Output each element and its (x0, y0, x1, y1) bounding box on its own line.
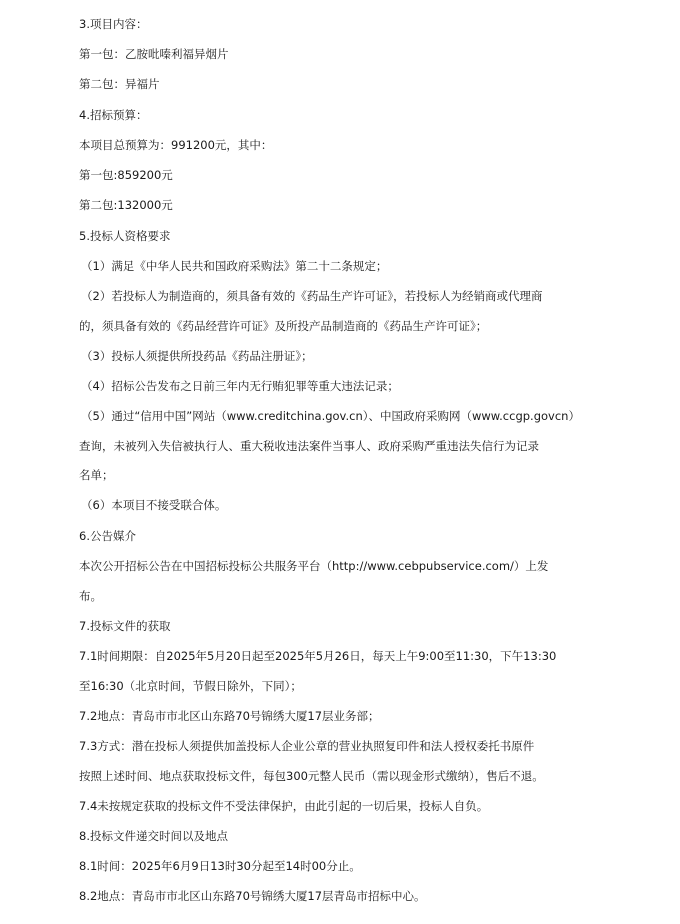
section-5-heading: 5.投标人资格要求 (79, 229, 171, 243)
package-1-content: 第一包：乙胺吡嗪利福异烟片 (79, 47, 229, 61)
requirement-5-line-2: 查询，未被列入失信被执行人、重大税收违法案件当事人、政府采购严重违法失信行为记录 (79, 439, 539, 453)
section-6-heading: 6.公告媒介 (79, 529, 136, 543)
announcement-media-line-1: 本次公开招标公告在中国招标投标公共服务平台（http://www.cebpubservice.com/）上发 (79, 559, 549, 573)
announcement-media-line-2: 布。 (79, 589, 102, 603)
section-8-heading: 8.投标文件递交时间以及地点 (79, 829, 228, 843)
requirement-6: （6）本项目不接受联合体。 (81, 498, 227, 512)
item-7-3-line-1: 7.3方式：潜在投标人须提供加盖投标人企业公章的营业执照复印件和法人授权委托书原件 (79, 739, 535, 753)
requirement-1: （1）满足《中华人民共和国政府采购法》第二十二条规定； (81, 259, 388, 273)
requirement-3: （3）投标人须提供所投药品《药品注册证》； (81, 349, 313, 363)
section-3-heading: 3.项目内容： (79, 17, 148, 31)
item-7-1-line-2: 至16:30（北京时间，节假日除外，下同）； (79, 679, 302, 693)
item-7-1-line-1: 7.1时间期限：自2025年5月20日起至2025年5月26日，每天上午9:00至11:30，下午13:30 (79, 649, 557, 663)
item-8-1: 8.1时间：2025年6月9日13时30分起至14时00分止。 (79, 859, 361, 873)
item-7-3-line-2: 按照上述时间、地点获取投标文件，每包300元整人民币（需以现金形式缴纳），售后不退。 (79, 769, 544, 783)
section-7-heading: 7.投标文件的获取 (79, 619, 171, 633)
requirement-4: （4）招标公告发布之日前三年内无行贿犯罪等重大违法记录； (81, 379, 399, 393)
item-8-2: 8.2地点：青岛市市北区山东路70号锦绣大厦17层青岛市招标中心。 (79, 889, 426, 903)
requirement-2-line-1: （2）若投标人为制造商的，须具备有效的《药品生产许可证》，若投标人为经销商或代理商 (81, 289, 543, 303)
package-1-budget: 第一包:859200元 (79, 168, 173, 182)
requirement-5-line-3: 名单； (79, 468, 114, 482)
package-2-budget: 第二包:132000元 (79, 198, 173, 212)
total-budget: 本项目总预算为：991200元，其中： (79, 138, 273, 152)
section-4-heading: 4.招标预算： (79, 108, 148, 122)
item-7-2: 7.2地点：青岛市市北区山东路70号锦绣大厦17层业务部； (79, 709, 380, 723)
requirement-5-line-1: （5）通过“信用中国”网站（www.creditchina.gov.cn）、中国政府采购网（www.ccgp.govcn） (81, 409, 580, 423)
package-2-content: 第二包：异福片 (79, 77, 160, 91)
requirement-2-line-2: 的，须具备有效的《药品经营许可证》及所投产品制造商的《药品生产许可证》； (79, 319, 488, 333)
item-7-4: 7.4未按规定获取的投标文件不受法律保护，由此引起的一切后果，投标人自负。 (79, 799, 489, 813)
